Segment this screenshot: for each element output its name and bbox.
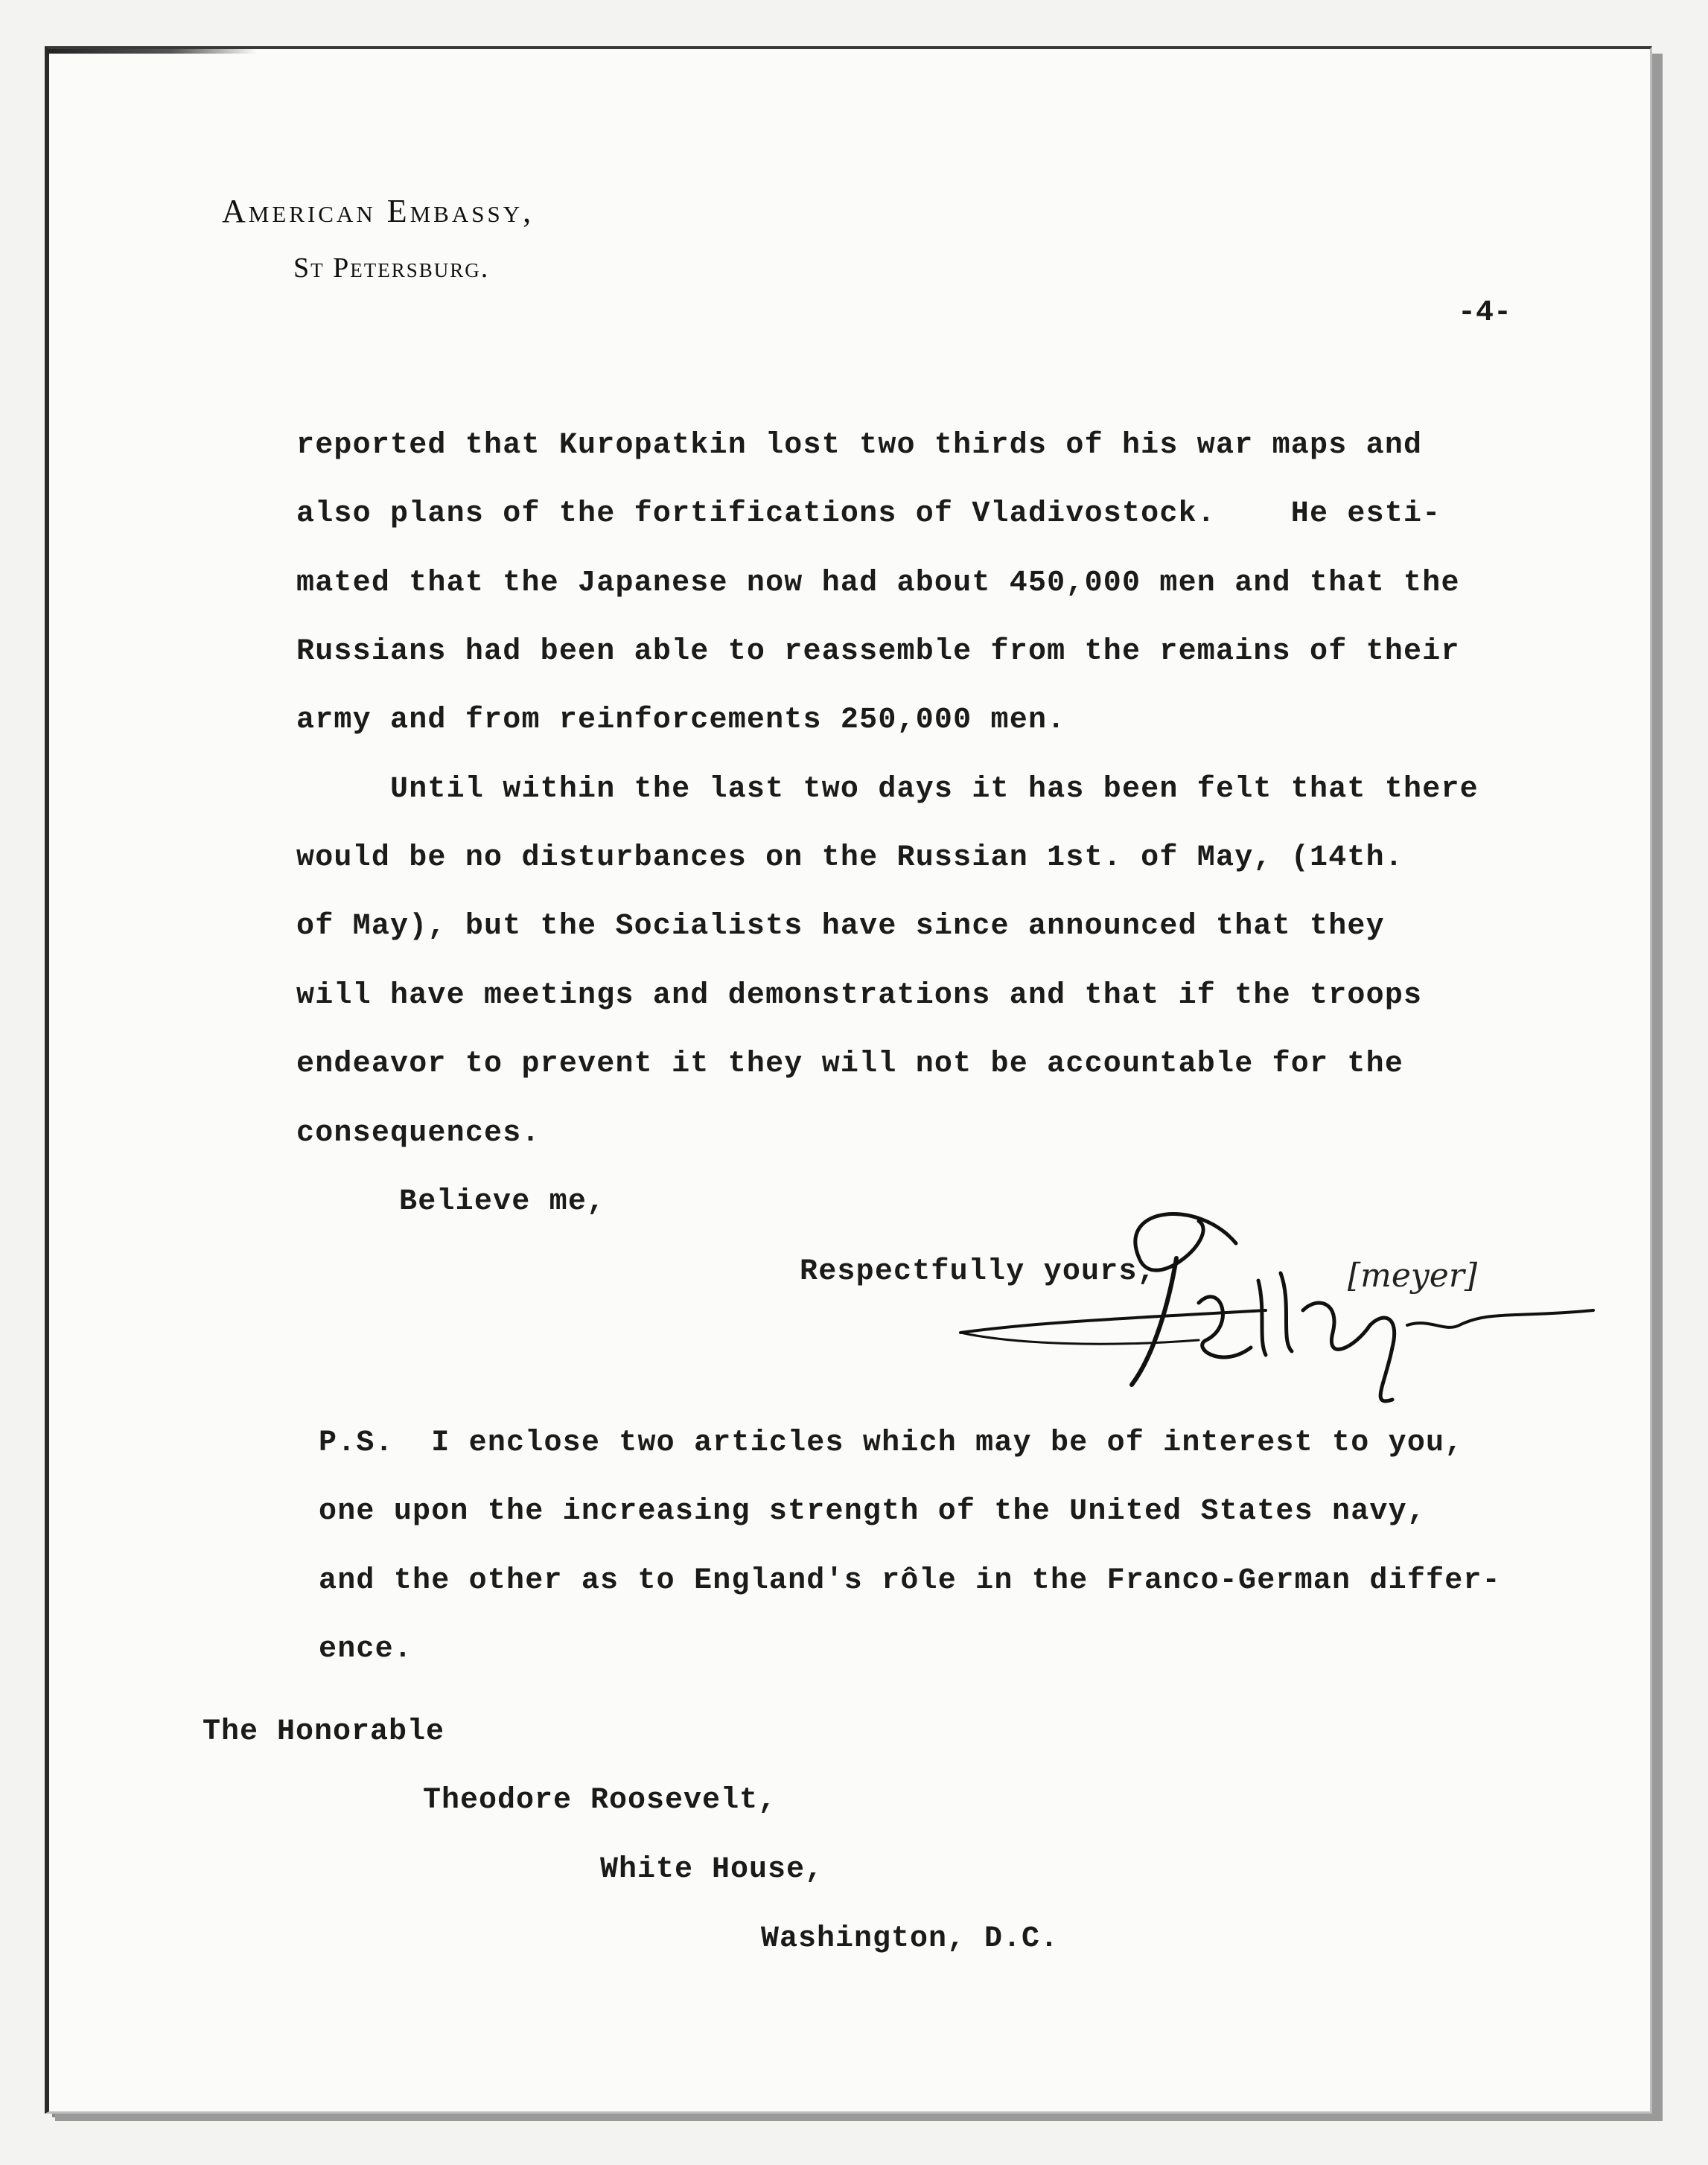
ps-line: one upon the increasing strength of the United States navy, (319, 1495, 1427, 1528)
ps-line: ence. (319, 1633, 413, 1666)
address-line: White House, (600, 1853, 824, 1887)
body-line: would be no disturbances on the Russian 1st. of May, (14th. (296, 841, 1404, 875)
body-line: consequences. (296, 1117, 541, 1150)
address-line: Washington, D.C. (761, 1922, 1059, 1956)
letterhead-city: St Petersburg. (293, 252, 490, 284)
body-line: will have meetings and demonstrations and that if the troops (296, 979, 1423, 1013)
top-edge-mark (48, 49, 256, 54)
body-line: Russians had been able to reassemble from the remains of their (296, 635, 1460, 669)
closing-respectfully: Respectfully yours, (800, 1255, 1156, 1289)
page-number: -4- (1458, 296, 1512, 330)
body-line: Until within the last two days it has been felt that there (296, 773, 1479, 806)
handwritten-signature (953, 1191, 1608, 1415)
body-line: mated that the Japanese now had about 450,000 men and that the (296, 567, 1460, 600)
body-line: reported that Kuropatkin lost two thirds of his war maps and (296, 429, 1423, 462)
address-line: Theodore Roosevelt, (423, 1784, 777, 1817)
body-line: endeavor to prevent it they will not be accountable for the (296, 1048, 1404, 1081)
address-line: The Honorable (203, 1715, 445, 1749)
body-line: army and from reinforcements 250,000 men. (296, 704, 1066, 737)
editor-note-name: [meyer] (1348, 1257, 1478, 1295)
body-line: of May), but the Socialists have since announced that they (296, 910, 1385, 943)
body-line: also plans of the fortifications of Vladivostock. He esti- (296, 497, 1441, 531)
ps-line: and the other as to England's rôle in the Franco-German differ- (319, 1564, 1501, 1598)
ps-line: P.S. I enclose two articles which may be of interest to you, (319, 1426, 1464, 1460)
closing-believe: Believe me, (399, 1185, 606, 1219)
letterhead-embassy: American Embassy, (222, 193, 535, 229)
